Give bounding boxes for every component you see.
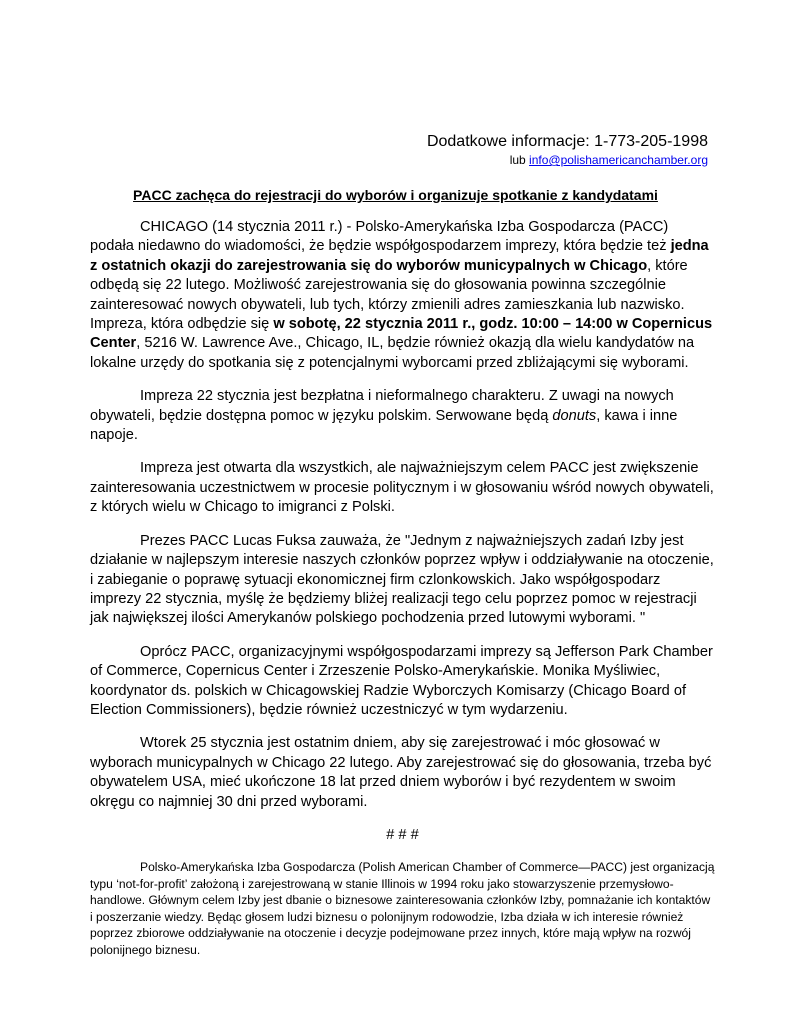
p1-bold-b: jedna z ostatnich okazji do zarejestrowania się do wyborów municypalnych w Chicago (90, 238, 709, 274)
contact-phone: Dodatkowe informacje: 1-773-205-1998 (426, 133, 708, 150)
p1-bold-d: w sobotę, 22 stycznia 2011 r., godz. 10:00 – 14:00 w Copernicus Center (90, 316, 713, 352)
about-paragraph: Polsko-Amerykańska Izba Gospodarcza (Polish American Chamber of Commerce—PACC) jest organizacją typu ‘not-for-profit’ założoną i zarejestrowaną w stanie Illinois w 1994 roku jako stowarzyszenie przemysłowo-handlowe. Głównym celem Izby jest dbanie o biznesowe zainteresowania członków Izby, pomnażanie ich kontaktów i poszerzanie wiedzy. Będąc głosem ludzi biznesu o polonijnym rodowodzie, Izba działa w ich interesie również poprzez zbiorowe oddziaływanie na otoczenie i decyzje podejmowane przez innych, które mają wpływ na rozwój polonijnego biznesu. (90, 860, 715, 957)
contact-block (427, 132, 708, 168)
article-body (90, 218, 715, 972)
section-separator: # # # (386, 826, 419, 843)
paragraph-5: Oprócz PACC, organizacyjnymi współgospodarzami imprezy są Jefferson Park Chamber of Commerce, Copernicus Center i Zrzeszenie Polsko-Amerykańskie. Monika Myśliwiec, koordynator ds. polskich w Chicagowskiej Radzie Wyborczych Komisarzy (Chicago Board of Election Commissioners), będzie również uczestniczyć w tym wydarzeniu. (90, 643, 713, 718)
p2-text-a: Impreza 22 stycznia jest bezpłatna i nieformalnego charakteru. Z uwagi na nowych obywateli, będzie dostępna pomoc w języku polskim. Serwowane będą (90, 388, 674, 424)
paragraph-4: Prezes PACC Lucas Fuksa zauważa, że "Jednym z najważniejszych zadań Izby jest działanie w najlepszym interesie naszych członków poprzez wpływ i oddziaływanie na otoczenie, i zabieganie o poprawę sytuacji ekonomicznej firm czlonkowskich. Jako współgospodarz imprezy 22 stycznia, myślę że będziemy bliżej realizacji tego celu poprzez pomoc w rejestracji jak największej ilości Amerykanów polskiego pochodzenia przed lutowymi wyborami. " (90, 532, 714, 627)
p1-text-e: , 5216 W. Lawrence Ave., Chicago, IL, będzie również okazją dla wielu kandydatów na lokalne urzędy do spotkania się z potencjalnymi wyborcami przed zbliżającymi się wyborami. (90, 335, 695, 371)
paragraph-3: Impreza jest otwarta dla wszystkich, ale najważniejszym celem PACC jest zwiększenie zainteresowania uczestnictwem w procesie politycznym i w głosowaniu wśród nowych obywateli, z których wielu w Chicago to imigranci z Polski. (90, 460, 714, 516)
paragraph-6: Wtorek 25 stycznia jest ostatnim dniem, aby się zarejestrować i móc głosować w wyborach municypalnych w Chicago 22 lutego. Aby zarejestrować się do głosowania, trzeba być obywatelem USA, mieć ukończone 18 lat przed dniem wyborów i być rezydentem w swoim okręgu co najmniej 30 dni przed wyborami. (90, 735, 712, 810)
p1-text-c: , które odbędą się 22 lutego. Możliwość zarejestrowania się do głosowania powinna szczególnie zainteresować nowych obywateli, lub tych, którzy zmienili adres zamieszkania lub nazwisko. Impreza, która odbędzie się (90, 257, 688, 333)
paragraph-2 (90, 387, 715, 445)
headline: PACC zachęca do rejestracji do wyborów i organizuje spotkanie z kandydatami (133, 187, 658, 203)
contact-email-line (427, 152, 708, 168)
p1-text-a: CHICAGO (14 stycznia 2011 r.) - Polsko-Amerykańska Izba Gospodarcza (PACC) podała niedawno do wiadomości, że będzie współgospodarzem imprezy, która będzie też (90, 219, 671, 255)
p2-text-c: , kawa i inne napoje. (90, 407, 678, 444)
p2-italic-b: donuts (552, 407, 597, 424)
contact-email-prefix: lub (509, 153, 530, 167)
email-link[interactable]: info@polishamericanchamber.org (529, 153, 708, 167)
paragraph-1 (90, 218, 715, 373)
